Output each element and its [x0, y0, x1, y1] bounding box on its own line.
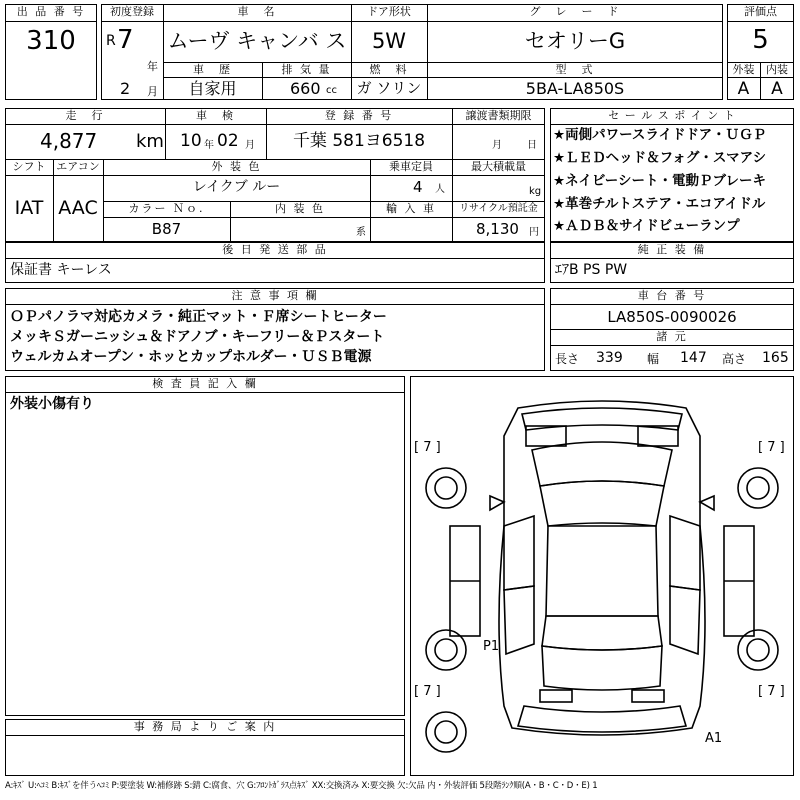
lot-number-label: 出 品 番 号	[16, 5, 86, 18]
recycle-unit: 円	[529, 227, 539, 238]
first-registration-label: 初度登録	[110, 5, 154, 18]
shift: IAT	[14, 197, 44, 219]
recycle-fee: 8,130	[476, 220, 519, 238]
evaluation-score: 5	[752, 25, 769, 55]
aircon-label: エアコン	[56, 160, 100, 173]
capacity-label: 乗車定員	[389, 160, 433, 173]
displacement-label: 排 気 量	[281, 63, 332, 76]
displacement-unit: cc	[326, 85, 337, 96]
year-unit: 年	[147, 60, 158, 73]
exterior-grade: A	[737, 79, 750, 99]
interior-color-unit: 系	[356, 227, 366, 238]
selling-point-2: ★ＬＥＤヘッド＆フォグ・スマアシ	[553, 150, 767, 166]
max-load-label: 最大積載量	[471, 160, 526, 173]
registration-month: 2	[120, 79, 131, 98]
inspection-month: 02	[217, 131, 239, 151]
chassis-number: LA850S-0090026	[607, 308, 737, 326]
left-rear-door	[504, 586, 534, 654]
import-label: 輸 入 車	[386, 202, 436, 215]
height-label: 高さ	[722, 352, 747, 366]
damage-mark-a1: A1	[705, 731, 723, 746]
month-unit: 月	[147, 85, 158, 98]
width: 147	[680, 350, 707, 366]
tire-mark-front-left: [ 7 ]	[414, 440, 441, 455]
standard-equipment-label: 純 正 装 備	[637, 243, 707, 256]
inspection-year-unit: 年	[204, 140, 214, 151]
damage-mark-p1: P1	[483, 639, 500, 654]
notes-label: 注 意 事 項 欄	[231, 289, 319, 302]
later-parts-value: 保証書 キーレス	[10, 262, 112, 278]
rear-bumper	[518, 706, 686, 732]
rear-gate	[542, 646, 662, 690]
car-name: ムーヴ キャンバ ス	[167, 29, 347, 53]
door-type-label: ドア形状	[367, 5, 411, 18]
registration-year: 7	[117, 25, 134, 55]
standard-equipment-value: ｴｱB PS PW	[555, 262, 628, 278]
exterior-grade-label: 外装	[732, 63, 755, 76]
door-type: 5W	[371, 29, 407, 53]
height: 165	[762, 350, 789, 366]
transfer-day-unit: 日	[527, 140, 537, 151]
length-label: 長さ	[555, 352, 580, 366]
length: 339	[596, 350, 623, 366]
tire-front-left	[426, 468, 466, 508]
selling-point-5: ★ＡＤＢ＆サイドビューランプ	[553, 218, 740, 234]
max-load-unit: kg	[529, 186, 542, 197]
plate-label: 登 録 番 号	[324, 109, 394, 122]
mileage-label: 走 行	[65, 109, 105, 122]
displacement: 660	[290, 79, 321, 98]
shift-label: シフト	[12, 160, 46, 173]
exterior-color: レイクブ ルー	[192, 179, 281, 195]
inspector-label: 検 査 員 記 入 欄	[152, 377, 258, 390]
tire-mark-front-right: [ 7 ]	[758, 440, 785, 455]
tire-rear-right	[738, 630, 778, 670]
history-label: 車 歴	[193, 63, 232, 76]
selling-point-1: ★両側パワースライドドア・ＵＧＰ	[553, 127, 767, 143]
rear-window	[542, 616, 662, 650]
hood	[532, 442, 672, 486]
selling-point-3: ★ネイビーシート・電動Ｐブレーキ	[553, 173, 766, 189]
body-outline	[499, 401, 705, 735]
selling-points-label: セ ー ル ス ポ イ ン ト	[608, 109, 736, 122]
fuel: ガ ソリン	[356, 79, 422, 97]
selling-point-4: ★革巻チルトステア・エコアイドル	[553, 196, 766, 212]
legend: A:ｷｽﾞ U:ﾍｺﾐ B:ｷｽﾞを伴うﾍｺﾐ P:要塗装 W:補修跡 S:錆 C:腐食、穴 G:ﾌﾛﾝﾄｶﾞﾗｽ点ｷｽﾞ XX:交換済み X:要交換 欠:欠品 内・外装評価 5段階ﾗﾝｸ順(A・B・C・D・E) 1	[5, 781, 598, 791]
later-parts-label: 後 日 発 送 部 品	[222, 243, 328, 256]
inspection-month-unit: 月	[245, 140, 255, 151]
transfer-month-unit: 月	[492, 140, 502, 151]
capacity-unit: 人	[435, 184, 445, 195]
office-label: 事 務 局 よ り ご 案 内	[133, 720, 277, 733]
car-name-label: 車 名	[237, 5, 277, 18]
history: 自家用	[188, 79, 237, 98]
roof	[546, 526, 658, 616]
chassis-label: 車 台 番 号	[637, 289, 707, 302]
right-rear-door	[670, 586, 700, 654]
interior-color-label: 内 装 色	[275, 202, 325, 215]
interior-grade-label: 内装	[766, 63, 788, 76]
model-code-label: 型 式	[555, 63, 595, 76]
note-line-3: ウェルカムオープン・ホッとカップホルダー・ＵＳＢ電源	[10, 349, 372, 365]
aircon: AAC	[58, 197, 98, 219]
lot-number: 310	[26, 26, 76, 56]
evaluation-label: 評価点	[744, 5, 777, 18]
mileage-unit: km	[136, 131, 164, 152]
tire-rear-left	[426, 630, 466, 670]
grade: セオリーG	[524, 29, 626, 53]
color-no-label: カラー Ｎｏ.	[128, 202, 205, 215]
spec-label: 諸 元	[656, 330, 688, 343]
right-front-door	[670, 516, 700, 590]
fuel-label: 燃 料	[369, 63, 409, 76]
plate-number: 千葉 581ヨ6518	[292, 131, 426, 151]
inspection-year: 10	[180, 131, 202, 151]
color-no: B87	[151, 220, 182, 238]
inspector-box	[5, 376, 405, 716]
inspection-label: 車 検	[196, 109, 235, 122]
interior-grade: A	[771, 79, 783, 99]
width-label: 幅	[647, 352, 660, 366]
note-line-1: ＯＰパノラマ対応カメラ・純正マット・Ｆ席シートヒーター	[10, 309, 387, 325]
car-diagram	[410, 376, 794, 776]
left-front-door	[504, 516, 534, 590]
note-line-2: メッキＳガーニッシュ＆ドアノブ・キーフリー＆Ｐスタート	[10, 329, 385, 345]
recycle-label: リサイクル預託金	[459, 203, 538, 214]
model-code: 5BA-LA850S	[525, 79, 625, 98]
grade-label: グ レ ー ド	[529, 5, 621, 18]
mileage: 4,877	[40, 129, 98, 153]
tire-front-right	[738, 468, 778, 508]
exterior-color-label: 外 装 色	[211, 160, 262, 173]
spare-tire	[426, 712, 466, 752]
transfer-deadline-label: 譲渡書類期限	[465, 109, 532, 122]
inspector-comment: 外装小傷有り	[10, 396, 94, 412]
windshield	[540, 481, 664, 526]
tire-mark-rear-left: [ 7 ]	[414, 684, 441, 699]
tire-mark-rear-right: [ 7 ]	[758, 684, 785, 699]
era-mark: R	[106, 33, 116, 49]
capacity: 4	[413, 178, 423, 196]
